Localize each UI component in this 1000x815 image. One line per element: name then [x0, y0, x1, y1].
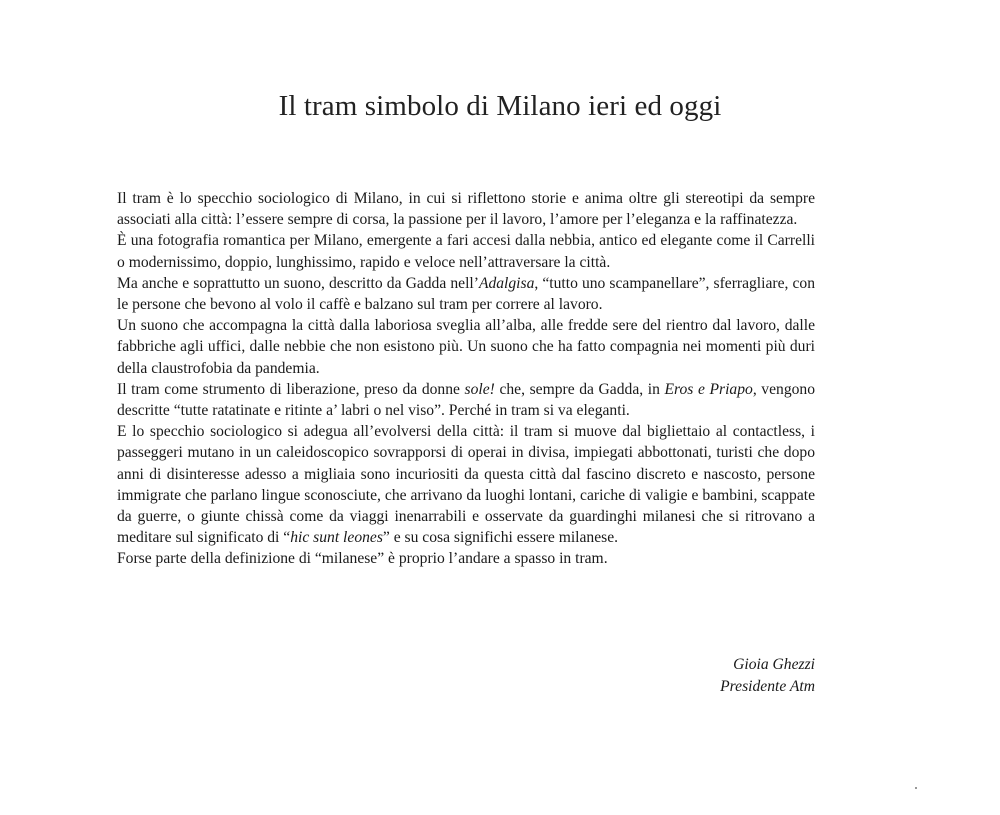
paragraph-3-text-b: , “tutto uno scampanellare”, sferragliare, con le persone che bevono al volo il caffè e balzano sul tram per correre al lavoro.	[117, 274, 815, 314]
signature-block	[720, 654, 815, 698]
paragraph-6-text-b: ” e su cosa significhi essere milanese.	[382, 529, 619, 547]
article-body	[117, 188, 815, 570]
paragraph-5-text-a: Il tram come strumento di liberazione, preso da donne	[117, 380, 465, 398]
page-title: Il tram simbolo di Milano ieri ed oggi	[278, 90, 722, 122]
hic-sunt-leones-emphasis: hic sunt leones	[290, 529, 383, 547]
paragraph-4: Un suono che accompagna la città dalla laboriosa sveglia all’alba, alle fredde sere del rientro dal lavoro, dalle fabbriche agli uffici, dalle nebbie che non esistono più. Un suono che ha fatto compagnia nei momenti più duri della claustrofobia da pandemia.	[117, 317, 815, 377]
paragraph-1: Il tram è lo specchio sociologico di Milano, in cui si riflettono storie e anima oltre gli stereotipi da sempre associati alla città: l’essere sempre di corsa, la passione per il lavoro, l’amore per l’eleganza e la raffinatezza.	[117, 190, 815, 229]
paragraph-2: È una fotografia romantica per Milano, emergente a fari accesi dalla nebbia, antico ed elegante come il Carrelli o modernissimo, doppio, lunghissimo, rapido e veloce nell’attraversare la città.	[117, 232, 815, 271]
adalgisa-title: Adalgisa	[478, 274, 535, 292]
paragraph-6-text-a: E lo specchio sociologico si adegua all’evolversi della città: il tram si muove dal bigliettaio al contactless, i passeggeri mutano in un caleidoscopico sovrapporsi di operai in divisa, impiegati abbottonati, turisti che dopo anni di disinteresse adesso a migliaia sono incuriositi da questa città dal fascino discreto e nascosto, persone immigrate che parlano lingue sconosciute, che arrivano da luoghi lontani, cariche di valigie e bambini, scappate da guerre, o giunte chissà come da viaggi inenarrabili e osservate da guardinghi milanesi che si ritrovano a meditare sul significato di “	[117, 423, 815, 547]
signature-role: Presidente Atm	[720, 678, 815, 695]
signature-name: Gioia Ghezzi	[733, 656, 815, 673]
eros-e-priapo-title: Eros e Priapo	[664, 380, 753, 398]
paragraph-5	[117, 379, 815, 421]
sole-emphasis: sole!	[464, 380, 495, 398]
paragraph-7: Forse parte della definizione di “milanese” è proprio l’andare a spasso in tram.	[117, 550, 608, 568]
paragraph-3-text-a: Ma anche e soprattutto un suono, descritto da Gadda nell’	[117, 274, 479, 292]
paragraph-6	[117, 421, 815, 548]
paragraph-5-text-b: che, sempre da Gadda, in	[494, 380, 665, 398]
paragraph-3	[117, 273, 815, 315]
page-mark	[915, 787, 917, 789]
paragraph-5-text-c: , vengono descritte “tutte ratatinate e ritinte a’ labri o nel viso”. Perché in tram si va eleganti.	[117, 380, 816, 420]
